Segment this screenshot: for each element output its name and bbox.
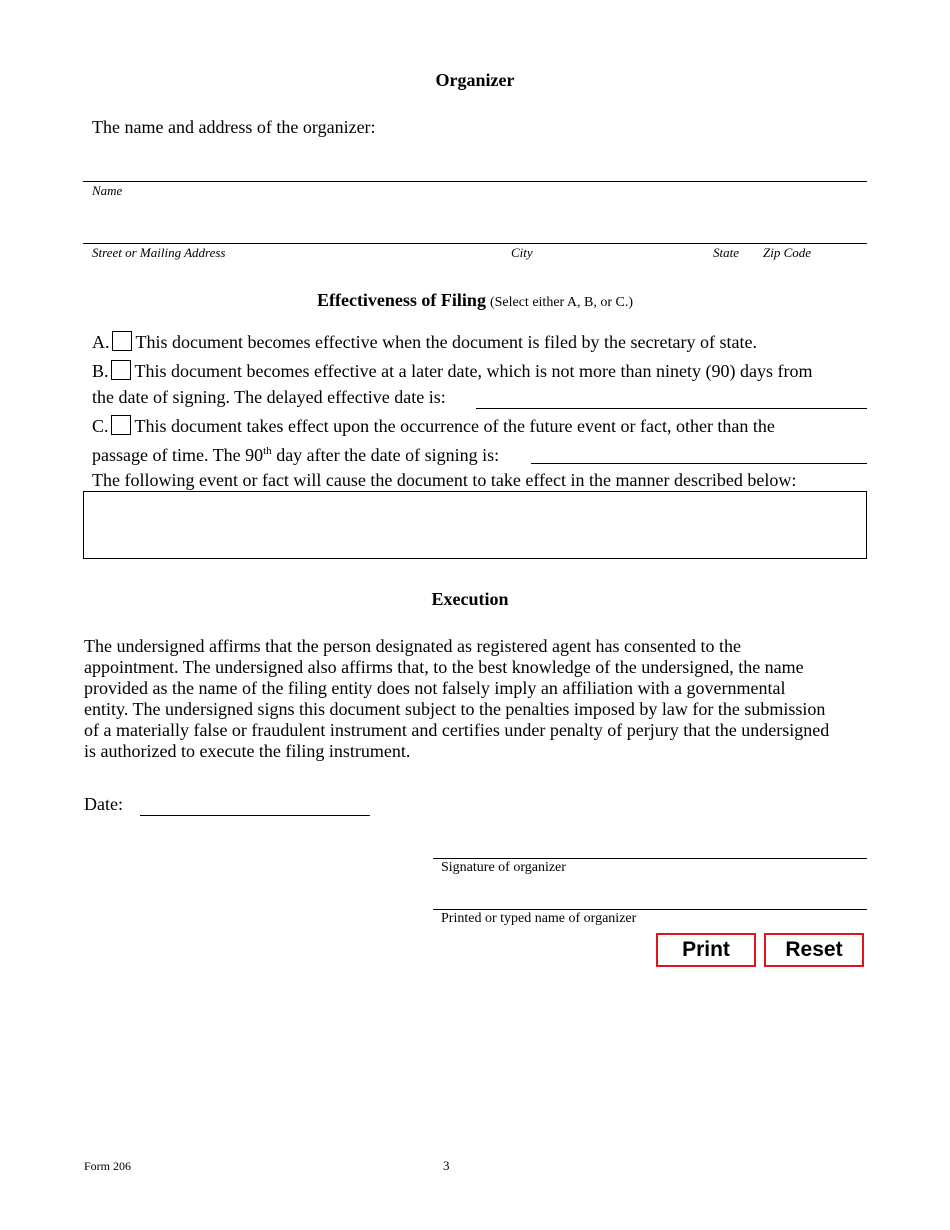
reset-button[interactable]: Reset xyxy=(764,933,864,967)
printed-name-field[interactable] xyxy=(435,885,867,907)
date-label: Date: xyxy=(84,794,123,814)
option-c-text-line1: This document takes effect upon the occurrence of the future event or fact, other than the xyxy=(134,416,775,436)
option-b-text-line2: the date of signing. The delayed effective date is: xyxy=(92,387,446,407)
option-b-letter: B. xyxy=(92,361,109,381)
effectiveness-subtitle: (Select either A, B, or C.) xyxy=(489,295,634,310)
delayed-effective-date-field[interactable] xyxy=(476,386,868,408)
signature-field[interactable] xyxy=(435,833,867,857)
event-description-label: The following event or fact will cause the document to take effect in the manner described below: xyxy=(92,470,797,490)
execution-paragraph xyxy=(84,636,829,762)
organizer-name-field[interactable] xyxy=(92,157,866,181)
name-caption: Name xyxy=(92,183,123,198)
event-description-box[interactable] xyxy=(83,491,867,559)
option-c-text-line2-pre: passage of time. The 90 xyxy=(92,445,264,465)
option-a-letter: A. xyxy=(92,332,110,352)
delayed-date-line xyxy=(476,408,867,409)
date-line xyxy=(140,815,370,816)
signature-caption: Signature of organizer xyxy=(441,860,566,875)
option-a-row xyxy=(92,331,757,353)
state-field[interactable] xyxy=(710,219,759,243)
effectiveness-heading xyxy=(0,290,950,311)
ninetieth-day-line xyxy=(531,463,867,464)
state-caption: State xyxy=(713,245,739,260)
effectiveness-title: Effectiveness of Filing xyxy=(316,290,486,310)
street-address-field[interactable] xyxy=(92,219,496,243)
execution-line-6: is authorized to execute the filing instrument. xyxy=(84,741,411,761)
printed-name-line xyxy=(433,909,867,910)
signature-line xyxy=(433,858,867,859)
execution-line-2: appointment. The undersigned also affirms that, to the best knowledge of the undersigned, the name xyxy=(84,657,804,677)
option-b-checkbox[interactable] xyxy=(111,360,131,380)
execution-title: Execution xyxy=(431,589,509,609)
execution-line-5: of a materially false or fraudulent instrument and certifies under penalty of perjury that the undersigned xyxy=(84,720,830,740)
option-a-text: This document becomes effective when the document is filed by the secretary of state. xyxy=(135,332,757,352)
city-caption: City xyxy=(511,245,533,260)
organizer-title: Organizer xyxy=(435,70,515,90)
ordinal-suffix: th xyxy=(263,445,272,457)
page-number: 3 xyxy=(443,1158,450,1173)
option-b-row xyxy=(92,360,812,382)
organizer-intro: The name and address of the organizer: xyxy=(92,117,376,137)
zip-caption: Zip Code xyxy=(763,245,812,260)
name-line xyxy=(83,181,867,182)
print-button[interactable]: Print xyxy=(656,933,756,967)
option-c-checkbox[interactable] xyxy=(111,415,131,435)
ninetieth-day-field[interactable] xyxy=(531,441,868,463)
execution-line-4: entity. The undersigned signs this document subject to the penalties imposed by law for the submission xyxy=(84,699,826,719)
date-field[interactable] xyxy=(140,793,372,815)
option-c-text-line2-post: day after the date of signing is: xyxy=(271,445,500,465)
option-b-text-line1: This document becomes effective at a later date, which is not more than ninety (90) days from xyxy=(134,361,813,381)
city-field[interactable] xyxy=(500,219,694,243)
option-a-checkbox[interactable] xyxy=(112,331,132,351)
option-c-text-line2 xyxy=(92,441,499,466)
address-line xyxy=(83,243,867,244)
option-c-row xyxy=(92,415,775,437)
option-c-letter: C. xyxy=(92,416,109,436)
form-number: Form 206 xyxy=(84,1159,132,1173)
printed-name-caption: Printed or typed name of organizer xyxy=(441,911,637,926)
execution-line-3: provided as the name of the filing entity does not falsely imply an affiliation with a governmental xyxy=(84,678,786,698)
execution-line-1: The undersigned affirms that the person designated as registered agent has consented to the xyxy=(84,636,741,656)
zip-code-field[interactable] xyxy=(762,219,866,243)
street-caption: Street or Mailing Address xyxy=(92,245,226,260)
